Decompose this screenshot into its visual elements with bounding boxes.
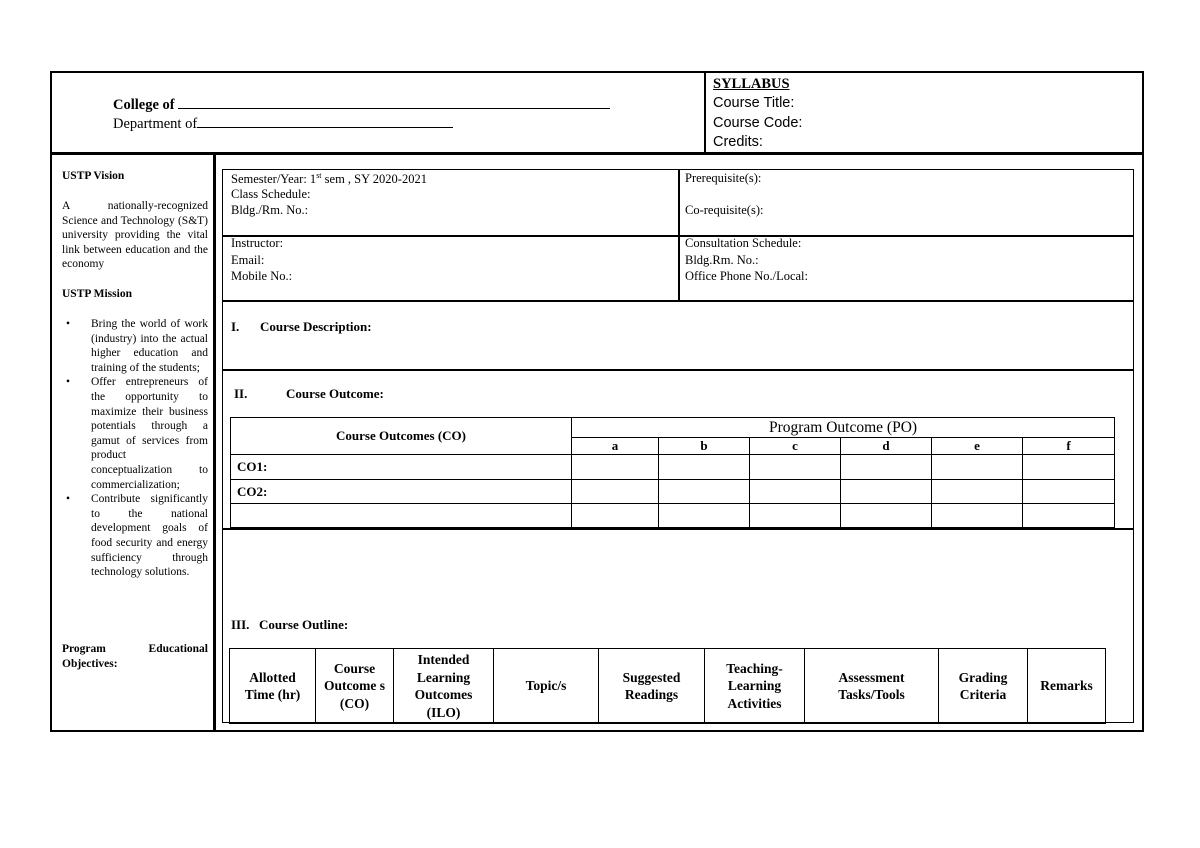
table-row [231,480,1115,504]
course-title-label: Course Title: [713,95,795,111]
mobile-label: Mobile No.: [231,269,293,283]
po-column-header: f [1023,438,1115,455]
mission-item: • Offer entrepreneurs of the opportunity to maximize their business potentials through a gamut of services from product conceptualization to commercialization; [66,376,208,491]
table-row [231,455,1115,480]
outcome-title: Course Outcome: [286,386,384,401]
syllabus-title: SYLLABUS [713,76,790,92]
outline-header-activities: Teaching-Learning Activities [705,649,805,724]
po-column-header: a [572,438,659,455]
outcome-divider [222,528,1134,530]
co-cell: CO2: [231,480,572,504]
outline-number: III. [231,617,250,632]
outline-header-readings: Suggested Readings [599,649,705,724]
header-column-divider [704,71,706,153]
info-column-divider [678,169,680,301]
corequisite-label: Co-requisite(s): [685,203,764,217]
mission-heading: USTP Mission [62,288,132,300]
co-cell: CO1: [231,455,572,480]
outline-header-topic: Topic/s [494,649,599,724]
description-divider [222,369,1134,371]
class-schedule-label: Class Schedule: [231,187,311,201]
po-header: Program Outcome (PO) [572,418,1115,438]
outcome-number: II. [234,386,248,401]
peo-heading: Program Educational Objectives: [62,643,208,670]
email-label: Email: [231,253,265,267]
vision-heading: USTP Vision [62,170,125,182]
office-phone-label: Office Phone No./Local: [685,269,808,283]
bldg-rm-label: Bldg./Rm. No.: [231,203,309,217]
table-row [231,504,1115,528]
outline-header-co: Course Outcome s (CO) [316,649,394,724]
po-column-header: e [932,438,1023,455]
mission-list [62,317,208,580]
outline-header-assessment: Assessment Tasks/Tools [805,649,939,724]
course-code-label: Course Code: [713,115,803,131]
course-outline-table [229,648,1106,724]
po-column-header: c [750,438,841,455]
program-outcome-table [230,417,1115,528]
vision-text: A nationally-recognized Science and Technology (S&T) university providing the vital link between education and the economy [62,200,208,271]
semester-year: Semester/Year: 1st sem , SY 2020-2021 [231,171,427,187]
outline-header-grading: Grading Criteria [939,649,1028,724]
college-field: College of [113,96,610,114]
prerequisite-label: Prerequisite(s): [685,171,762,185]
outline-header-ilo: Intended Learning Outcomes (ILO) [394,649,494,724]
bldg-rm2-label: Bldg.Rm. No.: [685,253,759,267]
po-column-header: b [659,438,750,455]
outline-header-remarks: Remarks [1028,649,1106,724]
outline-header-time: Allotted Time (hr) [230,649,316,724]
mission-item: • Bring the world of work (industry) into the actual higher education and training of the students; [66,318,208,374]
description-title: Course Description: [260,319,372,334]
outline-title: Course Outline: [259,617,349,632]
consultation-label: Consultation Schedule: [685,236,802,250]
instructor-label: Instructor: [231,236,284,250]
sidebar-divider [213,152,216,732]
po-column-header: d [841,438,932,455]
co-header: Course Outcomes (CO) [231,418,572,455]
description-number: I. [231,319,240,334]
co-cell [231,504,572,528]
department-field: Department of [113,115,453,133]
mission-item: • Contribute significantly to the national development goals of food security and energy sufficiency through technology solutions. [66,493,208,579]
credits-label: Credits: [713,134,763,150]
